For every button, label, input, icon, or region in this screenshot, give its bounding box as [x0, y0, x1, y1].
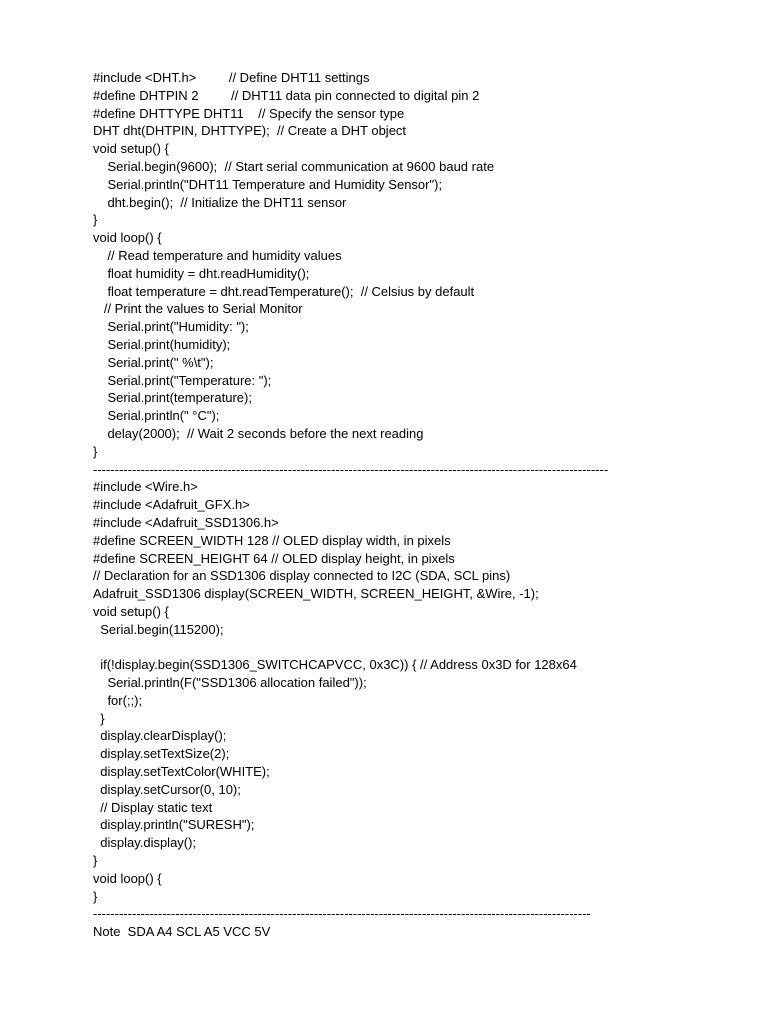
code-line: Adafruit_SSD1306 display(SCREEN_WIDTH, SCREEN_HEIGHT, &Wire, -1);	[93, 586, 539, 602]
code-line: display.display();	[93, 835, 197, 851]
code-line: #include <Adafruit_GFX.h>	[93, 497, 250, 513]
code-line: Serial.println("DHT11 Temperature and Humidity Sensor");	[93, 176, 443, 192]
code-line: Serial.begin(9600); // Start serial communication at 9600 baud rate	[93, 158, 495, 174]
code-line: // Declaration for an SSD1306 display connected to I2C (SDA, SCL pins)	[93, 568, 511, 584]
code-line: float humidity = dht.readHumidity();	[93, 265, 310, 281]
pin-note: Note SDA A4 SCL A5 VCC 5V	[93, 924, 271, 940]
code-line: Serial.print("Temperature: ");	[93, 372, 272, 388]
code-line: dht.begin(); // Initialize the DHT11 sensor	[93, 194, 347, 210]
code-line: void setup() {	[93, 603, 169, 619]
code-line: }	[93, 710, 105, 726]
code-line: // Print the values to Serial Monitor	[93, 301, 303, 317]
code-line: #define DHTTYPE DHT11 // Specify the sensor type	[93, 105, 405, 121]
code-line: display.clearDisplay();	[93, 728, 227, 744]
document-body	[93, 69, 733, 941]
code-line: }	[93, 888, 98, 904]
code-line: // Display static text	[93, 799, 213, 815]
code-line: void setup() {	[93, 141, 169, 157]
code-line: display.setCursor(0, 10);	[93, 781, 241, 797]
code-block-oled	[93, 478, 733, 905]
code-line: display.setTextSize(2);	[93, 746, 230, 762]
code-line: Serial.print(temperature);	[93, 390, 252, 406]
code-line: DHT dht(DHTPIN, DHTTYPE); // Create a DHT object	[93, 123, 407, 139]
code-block-dht11	[93, 69, 733, 461]
code-line: if(!display.begin(SSD1306_SWITCHCAPVCC, 0x3C)) { // Address 0x3D for 128x64	[93, 657, 577, 673]
code-line: #include <DHT.h> // Define DHT11 settings	[93, 70, 370, 85]
code-line: Serial.print("Humidity: ");	[93, 319, 249, 335]
code-line: #define SCREEN_WIDTH 128 // OLED display width, in pixels	[93, 532, 451, 548]
code-line: }	[93, 443, 98, 459]
code-line: #include <Adafruit_SSD1306.h>	[93, 514, 279, 530]
code-line: #include <Wire.h>	[93, 479, 198, 495]
code-line: Serial.print(" %\t");	[93, 354, 214, 370]
code-line: display.println("SURESH");	[93, 817, 255, 833]
code-line: Serial.begin(115200);	[93, 621, 224, 637]
dashed-separator: -----------------------------------------------------------------------------------------------------------------------	[93, 461, 609, 477]
code-line: #define DHTPIN 2 // DHT11 data pin connected to digital pin 2	[93, 87, 480, 103]
code-line: }	[93, 853, 98, 869]
code-line: }	[93, 212, 98, 228]
code-line: #define SCREEN_HEIGHT 64 // OLED display height, in pixels	[93, 550, 455, 566]
code-line: delay(2000); // Wait 2 seconds before the next reading	[93, 425, 424, 441]
code-line: Serial.println(" °C");	[93, 408, 220, 424]
dashed-separator: -------------------------------------------------------------------------------------------------------------------	[93, 906, 591, 922]
code-line: for(;;);	[93, 692, 143, 708]
blank-line	[93, 639, 733, 657]
code-line: void loop() {	[93, 230, 162, 246]
code-line: display.setTextColor(WHITE);	[93, 764, 270, 780]
code-line: // Read temperature and humidity values	[93, 247, 342, 263]
code-line: Serial.print(humidity);	[93, 336, 231, 352]
code-line: void loop() {	[93, 870, 162, 886]
code-line: float temperature = dht.readTemperature(); // Celsius by default	[93, 283, 475, 299]
code-line: Serial.println(F("SSD1306 allocation failed"));	[93, 675, 367, 691]
